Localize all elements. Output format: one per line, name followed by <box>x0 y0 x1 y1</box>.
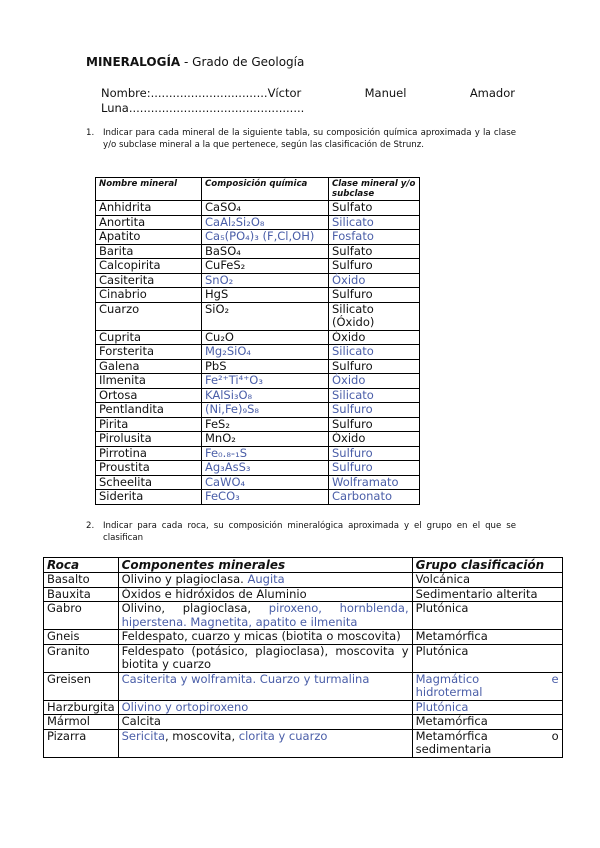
component-text: clorita y cuarzo <box>238 728 328 743</box>
table-row <box>96 302 420 330</box>
table-row <box>96 330 420 345</box>
header-composition: Composición química <box>202 178 329 201</box>
mineral-name: Ilmenita <box>96 374 202 389</box>
rock-components <box>118 672 412 700</box>
question-number: 1. <box>86 128 95 138</box>
table-row <box>96 215 420 230</box>
component-text: Olivino, plagioclasa, <box>121 601 269 615</box>
mineral-formula: FeCO₃ <box>202 490 329 505</box>
mineral-class: Sulfuro <box>329 288 420 303</box>
table-row <box>96 288 420 303</box>
table-row <box>96 359 420 374</box>
rock-name: Gneis <box>44 630 119 645</box>
table-row <box>96 201 420 216</box>
mineral-formula: SnO₂ <box>202 273 329 288</box>
table-row <box>44 644 563 672</box>
header-mineral-name: Nombre mineral <box>96 178 202 201</box>
table-row <box>96 259 420 274</box>
student-name-line <box>101 86 515 101</box>
mineral-formula: Ag₃AsS₃ <box>202 461 329 476</box>
mineral-class: Óxido <box>329 432 420 447</box>
rocks-table <box>43 557 563 758</box>
header-rock: Roca <box>44 558 119 573</box>
rock-group: Magmático e hidrotermal <box>412 672 562 700</box>
mineral-formula: HgS <box>202 288 329 303</box>
table-row <box>96 461 420 476</box>
mineral-formula: CaSO₄ <box>202 201 329 216</box>
rock-group: Plutónica <box>412 602 562 630</box>
name-label-group <box>101 86 301 101</box>
mineral-name: Apatito <box>96 230 202 245</box>
rock-components <box>118 573 412 588</box>
mineral-name: Calcopirita <box>96 259 202 274</box>
component-text: piroxeno, hornblenda, hiperstena. Magnetita, apatito e ilmenita <box>121 601 409 629</box>
table-row <box>96 417 420 432</box>
table-row <box>44 573 563 588</box>
table-header-row <box>44 558 563 573</box>
mineral-class: Carbonato <box>329 490 420 505</box>
question-2 <box>86 520 516 544</box>
subject-title: MINERALOGÍA <box>86 55 181 69</box>
rock-components <box>118 729 412 757</box>
mineral-class: Sulfuro <box>329 446 420 461</box>
table-row <box>96 273 420 288</box>
mineral-class: Sulfuro <box>329 461 420 476</box>
last-name: Luna <box>101 101 129 115</box>
component-text: Feldespato (potásico, plagioclasa), moscovita y biotita y cuarzo <box>121 643 409 671</box>
header-components: Componentes minerales <box>118 558 412 573</box>
table-row <box>96 403 420 418</box>
rocks-table-body <box>44 573 563 758</box>
mineral-formula: Mg₂SiO₄ <box>202 345 329 360</box>
mineral-formula: MnO₂ <box>202 432 329 447</box>
table-row <box>96 446 420 461</box>
rock-components <box>118 700 412 715</box>
mineral-class: Óxido <box>329 273 420 288</box>
table-row <box>96 345 420 360</box>
rock-components <box>118 630 412 645</box>
rock-name: Mármol <box>44 715 119 730</box>
mineral-class: Sulfuro <box>329 403 420 418</box>
rock-components <box>118 715 412 730</box>
rock-group: Sedimentario alterita <box>412 587 562 602</box>
component-text: Olivino y plagioclasa. <box>121 572 248 586</box>
component-text: Calcita <box>121 714 161 728</box>
mineral-class: Silicato <box>329 345 420 360</box>
mineral-name: Pentlandita <box>96 403 202 418</box>
component-text: Olivino y ortopiroxeno <box>121 699 249 714</box>
component-text: Augita <box>247 572 285 586</box>
mineral-name: Scheelita <box>96 475 202 490</box>
minerals-table-body <box>96 201 420 505</box>
table-row <box>44 729 563 757</box>
mineral-class: Wolframato <box>329 475 420 490</box>
rock-name: Greisen <box>44 672 119 700</box>
student-name-line-2 <box>101 101 515 116</box>
rock-name: Gabro <box>44 602 119 630</box>
question-text: Indicar para cada mineral de la siguiente tabla, su composición química aproximada y la clase y/o subclase mineral a la que pertenece, según las clasificación de Strunz. <box>103 128 516 150</box>
mineral-name: Galena <box>96 359 202 374</box>
mineral-name: Pirolusita <box>96 432 202 447</box>
mineral-formula: KAlSi₃O₈ <box>202 388 329 403</box>
table-row <box>44 672 563 700</box>
header-group: Grupo clasificación <box>412 558 562 573</box>
table-row <box>96 490 420 505</box>
mineral-formula: Cu₂O <box>202 330 329 345</box>
table-row <box>96 374 420 389</box>
mineral-class: Silicato <box>329 388 420 403</box>
mineral-name: Pirita <box>96 417 202 432</box>
mineral-name: Ortosa <box>96 388 202 403</box>
mineral-name: Forsterita <box>96 345 202 360</box>
header-class: Clase mineral y/o subclase <box>329 178 420 201</box>
page-title <box>86 55 304 69</box>
table-row <box>44 715 563 730</box>
question-text: Indicar para cada roca, su composición mineralógica aproximada y el grupo en el que se clasifican <box>103 521 516 543</box>
mineral-name: Anortita <box>96 215 202 230</box>
rock-name: Harzburgita <box>44 700 119 715</box>
mineral-class: Óxido <box>329 374 420 389</box>
component-text: Casiterita y wolframita. Cuarzo y turmalina <box>121 671 370 686</box>
mineral-name: Siderita <box>96 490 202 505</box>
mineral-class: Silicato (Óxido) <box>329 302 420 330</box>
minerals-table <box>95 177 420 505</box>
component-text: Sericita <box>121 728 165 743</box>
table-row <box>96 475 420 490</box>
mineral-class: Sulfuro <box>329 359 420 374</box>
mineral-formula: (Ni,Fe)₉S₈ <box>202 403 329 418</box>
rock-group: Metamórfica <box>412 630 562 645</box>
rock-name: Pizarra <box>44 729 119 757</box>
mineral-class: Óxido <box>329 330 420 345</box>
rock-group: Plutónica <box>412 700 562 715</box>
mineral-formula: PbS <box>202 359 329 374</box>
component-text: , moscovita, <box>165 728 239 743</box>
table-row <box>44 700 563 715</box>
component-text: Óxidos e hidróxidos de Aluminio <box>121 586 307 601</box>
mineral-formula: Fe₀.₈-₁S <box>202 446 329 461</box>
rock-name: Basalto <box>44 573 119 588</box>
middle-name: Manuel <box>364 86 407 100</box>
table-row <box>96 388 420 403</box>
mineral-name: Barita <box>96 244 202 259</box>
rock-name: Bauxita <box>44 587 119 602</box>
table-row <box>44 587 563 602</box>
mineral-formula: CaWO₄ <box>202 475 329 490</box>
mineral-formula: FeS₂ <box>202 417 329 432</box>
mineral-class: Sulfuro <box>329 417 420 432</box>
question-1 <box>86 127 516 151</box>
mineral-formula: Fe²⁺Ti⁴⁺O₃ <box>202 374 329 389</box>
rock-group: Volcánica <box>412 573 562 588</box>
mineral-name: Proustita <box>96 461 202 476</box>
mineral-formula: CuFeS₂ <box>202 259 329 274</box>
rock-components <box>118 644 412 672</box>
mineral-class: Silicato <box>329 215 420 230</box>
rock-group: Plutónica <box>412 644 562 672</box>
surname: Amador <box>469 86 515 100</box>
component-text: Feldespato, cuarzo y micas (biotita o moscovita) <box>121 629 401 643</box>
question-number: 2. <box>86 521 95 531</box>
mineral-name: Cinabrio <box>96 288 202 303</box>
name-dots: ................................ <box>150 86 268 100</box>
course-name: - Grado de Geología <box>180 55 305 69</box>
table-header-row <box>96 178 420 201</box>
name-dots-2: ................................................ <box>128 101 305 115</box>
table-row <box>96 230 420 245</box>
rock-components <box>118 602 412 630</box>
rock-group: Metamórfica o sedimentaria <box>412 729 562 757</box>
table-row <box>44 602 563 630</box>
mineral-name: Casiterita <box>96 273 202 288</box>
mineral-name: Pirrotina <box>96 446 202 461</box>
mineral-name: Anhidrita <box>96 201 202 216</box>
mineral-name: Cuprita <box>96 330 202 345</box>
mineral-formula: SiO₂ <box>202 302 329 330</box>
first-name: Víctor <box>267 86 302 100</box>
rock-group: Metamórfica <box>412 715 562 730</box>
mineral-class: Sulfuro <box>329 259 420 274</box>
table-row <box>44 630 563 645</box>
mineral-class: Sulfato <box>329 244 420 259</box>
mineral-name: Cuarzo <box>96 302 202 330</box>
name-label: Nombre: <box>101 86 151 100</box>
rock-name: Granito <box>44 644 119 672</box>
mineral-class: Fosfato <box>329 230 420 245</box>
mineral-formula: BaSO₄ <box>202 244 329 259</box>
table-row <box>96 432 420 447</box>
mineral-class: Sulfato <box>329 201 420 216</box>
table-row <box>96 244 420 259</box>
rock-components <box>118 587 412 602</box>
mineral-formula: Ca₅(PO₄)₃ (F,Cl,OH) <box>202 230 329 245</box>
mineral-formula: CaAl₂Si₂O₈ <box>202 215 329 230</box>
